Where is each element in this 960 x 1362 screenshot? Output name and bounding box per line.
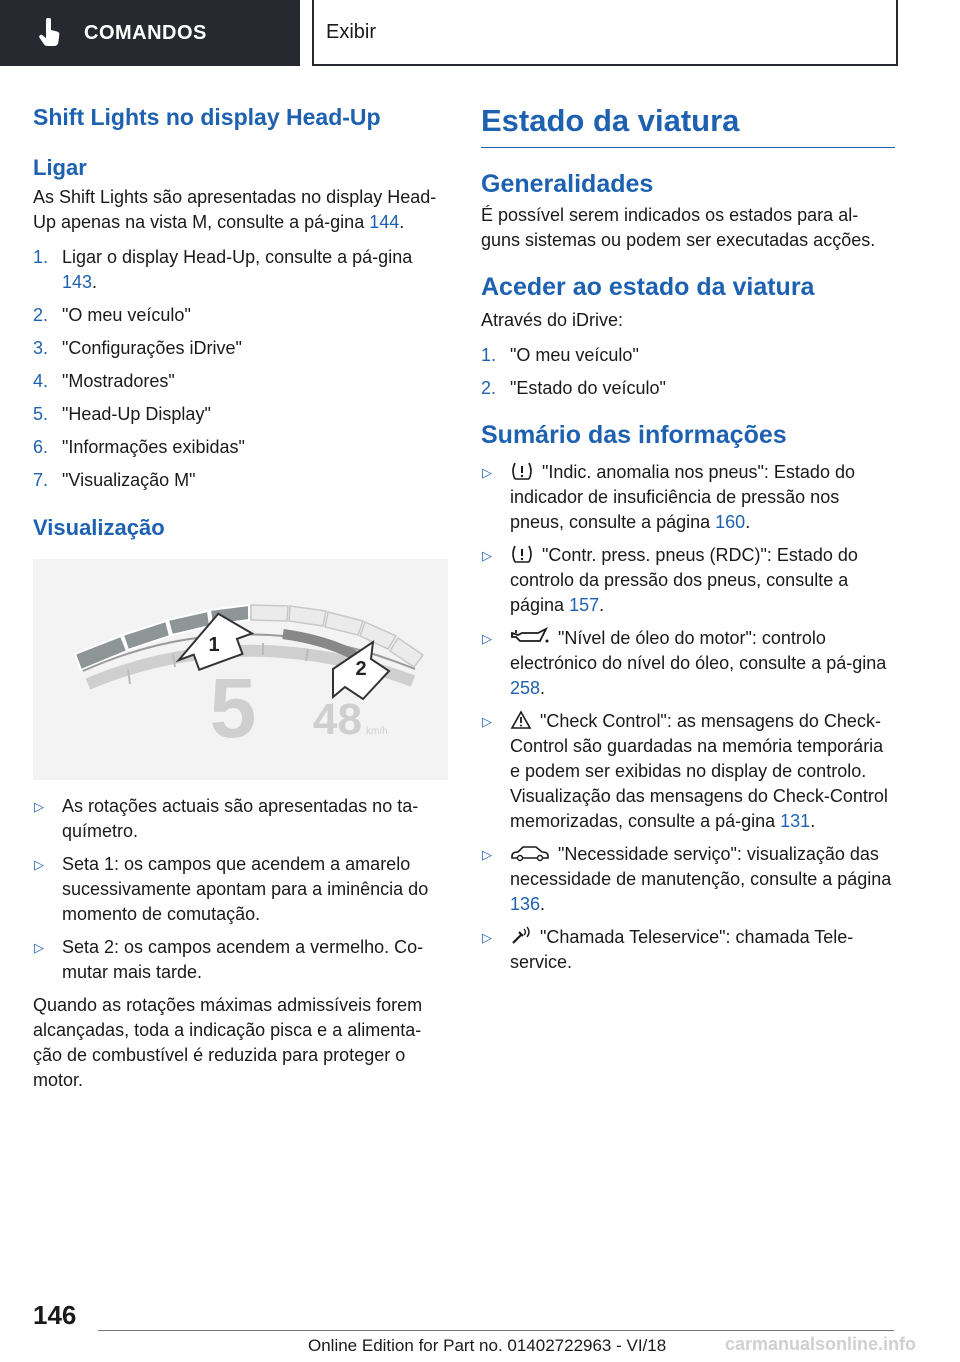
bullet-triangle-icon: ▷ (34, 857, 44, 872)
list-item: ▷ "Indic. anomalia nos pneus": Estado do indicador de insuficiência de pressão nos pneus, consulte a página 160. (482, 462, 855, 532)
footer-divider (98, 1330, 894, 1331)
section-label: COMANDOS (84, 21, 207, 44)
oil-can-icon (510, 627, 550, 647)
list-item: ▷ As rotações actuais são apresentadas no ta-químetro. (34, 796, 419, 841)
left-column (33, 100, 448, 1093)
heading-aceder: Aceder ao estado da viatura (481, 273, 815, 301)
section-title-estado-da-viatura: Estado da viatura (481, 103, 895, 148)
section-title-shift-lights: Shift Lights no display Head-Up (33, 104, 381, 130)
bullet-triangle-icon: ▷ (482, 548, 492, 563)
list-item: 6. "Informações exibidas" (33, 437, 245, 457)
subsection-label: Exibir (326, 20, 377, 43)
list-item: ▷ "Chamada Teleservice": chamada Tele-service. (482, 927, 854, 972)
page-link-160[interactable]: 160 (715, 512, 746, 532)
heading-ligar: Ligar (33, 155, 87, 180)
bullets-visualizacao (33, 794, 448, 985)
page-link-143[interactable]: 143 (62, 272, 93, 292)
warning-triangle-icon (510, 710, 532, 730)
tire-pressure-icon (510, 461, 534, 481)
paragraph-ligar-intro: As Shift Lights são apresentadas no display Head-Up apenas na vista M, consulte a pá-gina 144. (33, 187, 437, 232)
heading-sumario: Sumário das informações (481, 421, 787, 449)
speed-readout: 48 (313, 695, 362, 744)
list-item: ▷ Seta 1: os campos que acendem a amarelo sucessivamente apontam para a iminência do momento de comutação. (34, 854, 429, 924)
list-item: 1. Ligar o display Head-Up, consulte a pá-gina 143. (33, 247, 413, 292)
list-item: ▷ "Nível de óleo do motor": controlo electrónico do nível do óleo, consulte a pá-gina 258. (482, 628, 887, 698)
shift-lights-illustration (33, 559, 448, 780)
watermark: carmanualsonline.info (725, 1334, 917, 1354)
bullet-triangle-icon: ▷ (482, 714, 492, 729)
teleservice-wrench-icon (510, 926, 532, 946)
heading-visualizacao: Visualização (33, 515, 165, 540)
list-item: 2. "O meu veículo" (33, 305, 191, 325)
bullet-triangle-icon: ▷ (482, 631, 492, 646)
bullet-triangle-icon: ▷ (482, 465, 492, 480)
list-item: ▷ "Check Control": as mensagens do Check-Control são guardadas na memória temporária e podem ser exibidas no display de controlo. Visualização das mensagens do Check-Control memorizadas, consulte a pá-gina 131. (482, 711, 888, 831)
list-item: 2. "Estado do veículo" (481, 378, 666, 398)
gear-indicator: 5 (209, 661, 257, 755)
svg-text:1: 1 (208, 634, 220, 656)
svg-text:2: 2 (355, 658, 367, 680)
hand-pointer-icon (38, 18, 64, 48)
tire-pressure-icon (510, 544, 534, 564)
list-item: ▷ "Necessidade serviço": visualização das necessidade de manutenção, consulte a página 136. (482, 844, 892, 914)
list-item: ▷ "Contr. press. pneus (RDC)": Estado do controlo da pressão dos pneus, consulte a página 157. (482, 545, 858, 615)
page-number: 146 (33, 1300, 77, 1330)
bullet-triangle-icon: ▷ (482, 847, 492, 862)
list-item: 3. "Configurações iDrive" (33, 338, 242, 358)
page-link-136[interactable]: 136 (510, 894, 541, 914)
heading-generalidades: Generalidades (481, 170, 654, 198)
paragraph-closing: Quando as rotações máximas admissíveis forem alcançadas, toda a indicação pisca e a alimenta-ção de combustível é reduzida para proteger o motor. (33, 995, 423, 1090)
steps-aceder (481, 343, 895, 401)
bullet-triangle-icon: ▷ (34, 799, 44, 814)
list-item: 7. "Visualização M" (33, 470, 196, 490)
footer-edition: Online Edition for Part no. 01402722963 - VI/18 (308, 1336, 667, 1355)
page-link-258[interactable]: 258 (510, 678, 541, 698)
list-item: 1. "O meu veículo" (481, 345, 639, 365)
list-item: 5. "Head-Up Display" (33, 404, 211, 424)
page-link-131[interactable]: 131 (780, 811, 811, 831)
list-item: ▷ Seta 2: os campos acendem a vermelho. Co-mutar mais tarde. (34, 937, 424, 982)
bullet-triangle-icon: ▷ (34, 940, 44, 955)
shift-lights-diagram (33, 559, 448, 780)
list-item: 4. "Mostradores" (33, 371, 175, 391)
service-car-icon (510, 843, 550, 863)
bullet-triangle-icon: ▷ (482, 930, 492, 945)
page-link-144[interactable]: 144 (369, 212, 400, 232)
subsection-tab-exibir[interactable] (312, 0, 898, 66)
right-column (481, 100, 895, 983)
section-tab-comandos[interactable] (0, 0, 300, 66)
page-link-157[interactable]: 157 (569, 595, 600, 615)
bullets-sumario (481, 460, 895, 975)
paragraph-aceder-intro: Através do iDrive: (481, 310, 624, 330)
speed-unit: km/h (366, 726, 388, 737)
paragraph-generalidades: É possível serem indicados os estados para al-guns sistemas ou podem ser executadas acções. (481, 205, 876, 250)
steps-ligar (33, 245, 448, 493)
